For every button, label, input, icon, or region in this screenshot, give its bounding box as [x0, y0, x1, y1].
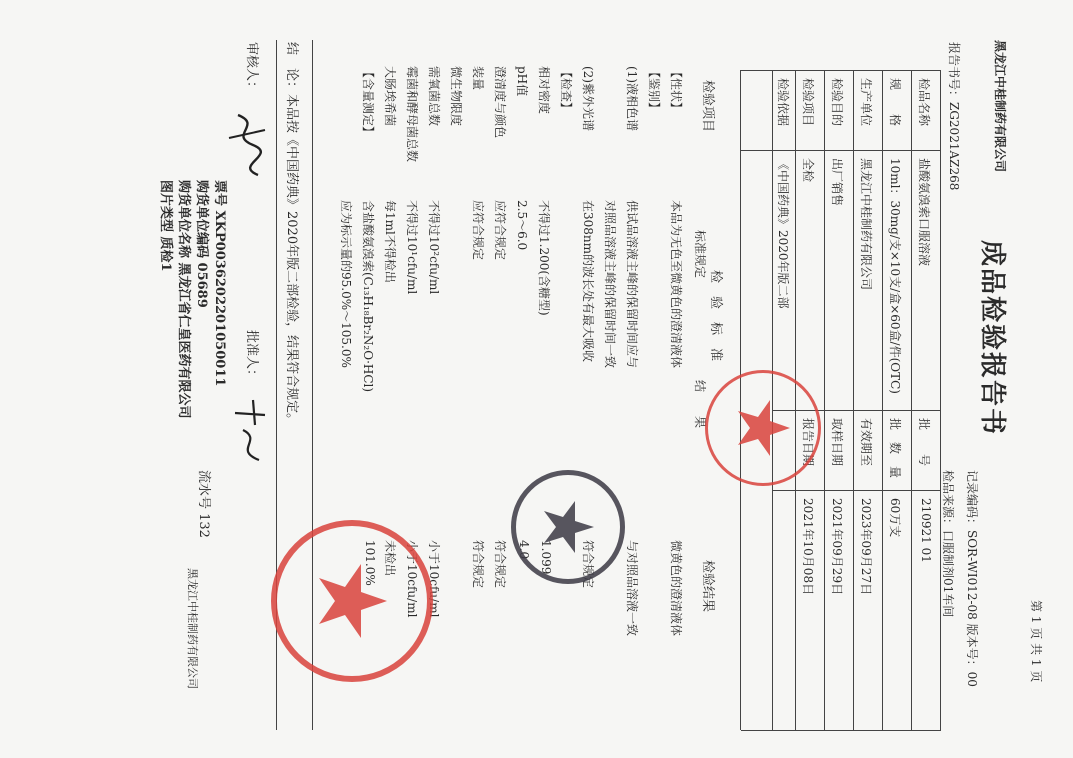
table-row-line: [882, 70, 883, 730]
result-item: 澄清度与颜色: [493, 66, 507, 139]
info-label: 报告日期: [801, 418, 815, 467]
result-standard: 不得过10²cfu/ml: [427, 200, 441, 295]
info-value: 黑龙江中桂制药有限公司: [859, 158, 873, 291]
company-logo-text: 黑龙江中桂制药有限公司: [993, 40, 1007, 173]
conclusion-text: 结 论：本品按《中国药典》2020年版二部检验，结果符合规定。: [284, 42, 299, 427]
results-col-standard: 检 验 标 准: [708, 270, 723, 362]
result-standard: 2.5～6.0: [515, 200, 529, 251]
invoice-number: 票号 XKP0036202201050011: [212, 180, 227, 387]
table-row-line: [911, 70, 912, 730]
result-value: 未检出: [383, 540, 397, 577]
info-value: 2021年10月08日: [801, 498, 815, 596]
result-item: 装量: [471, 66, 485, 91]
info-value: 全检: [801, 158, 815, 183]
result-standard: 不得过1.200(含糖型): [537, 200, 551, 316]
record-code: 记录编码：SOR-WI012-08 版本号：00: [965, 470, 979, 687]
buyer-name: 购货单位名称 黑龙江省仁皇医药有限公司: [176, 180, 191, 419]
quality-management-stamp: [271, 520, 433, 682]
info-label: 检品名称: [917, 78, 931, 127]
result-standard: 应为标示量的95.0%～105.0%: [339, 200, 353, 368]
info-label: 检验目的: [830, 78, 844, 127]
info-value: 10ml：30mg/支×10支/盒×60盒/件(OTC): [888, 158, 902, 394]
approver-label: 批准人：: [244, 330, 259, 383]
info-label: 批 号: [917, 418, 931, 467]
result-standard: 不得过10¹cfu/ml: [405, 200, 419, 295]
result-item: 相对密度: [537, 66, 551, 115]
info-label: 检验依据: [776, 78, 790, 127]
picture-type: 图片类型 质检1: [158, 180, 173, 272]
result-item: 【性状】: [669, 66, 683, 115]
results-col-standard-sub: 标准规定: [693, 230, 707, 279]
approver-signature: [227, 395, 273, 465]
result-standard: 每1ml不得检出: [383, 200, 397, 283]
info-value: 盐酸氨溴索口服溶液: [917, 158, 931, 267]
qa-inspection-stamp: [705, 370, 821, 486]
info-label: 有效期至: [859, 418, 873, 467]
info-value: 60万支: [888, 498, 902, 538]
result-value: 小于10cfu/ml: [405, 540, 419, 618]
reviewer-signature: [223, 110, 273, 180]
info-value: 2023年09月27日: [859, 498, 873, 596]
result-standard: 应符合规定: [493, 200, 507, 261]
result-value: 4.0: [517, 540, 531, 560]
info-label: 取样日期: [830, 418, 844, 467]
result-item: 霉菌和酵母菌总数: [405, 66, 419, 163]
result-standard: 在308nm的波长处有最大吸收: [581, 200, 595, 363]
result-item: 需氧菌总数: [427, 66, 441, 127]
report-title: 成品检验报告书: [977, 240, 1007, 437]
result-value: 微黄色的澄清液体: [669, 540, 683, 637]
table-border-top: [940, 70, 941, 730]
result-value: 与对照品溶液一致: [625, 540, 639, 637]
result-item: 大肠埃希菌: [383, 66, 397, 127]
result-standard: 本品为无色至微黄色的澄清液体: [669, 200, 683, 369]
footer-company: 黑龙江中桂制药有限公司: [186, 568, 199, 689]
result-standard: 含盐酸氨溴索(C₁₃H₁₈Br₂N₂O·HCl): [361, 200, 375, 393]
info-value: 《中国药典》2020年版二部: [776, 158, 790, 309]
result-value: 符合规定: [471, 540, 485, 589]
info-label: 规 格: [888, 78, 902, 127]
sample-source: 检品来源：口服制剂01车间: [941, 470, 955, 618]
results-col-result: 检验结果: [700, 560, 715, 613]
result-item: 【含量测定】: [361, 66, 375, 139]
result-item: 微生物限度: [449, 66, 463, 127]
info-value: 2021年09月29日: [830, 498, 844, 596]
table-divider: [773, 490, 941, 491]
result-value: 1.099: [539, 540, 553, 575]
result-standard: 应符合规定: [471, 200, 485, 261]
result-item: (2)紫外光谱: [581, 66, 595, 131]
buyer-code: 购货单位编码 05689: [194, 180, 209, 308]
table-border-right: [741, 730, 941, 731]
results-col-result-sub: 结 果: [693, 380, 707, 429]
result-value: 符合规定: [493, 540, 507, 589]
report-number: 报告书号：ZG2021AZ268: [947, 42, 961, 191]
pharma-inspection-stamp: [511, 470, 625, 584]
result-item: 【鉴别】: [647, 66, 661, 115]
info-value: 210921 01: [919, 498, 933, 563]
info-label: 检验项目: [801, 78, 815, 127]
result-value: 符合规定: [581, 540, 595, 589]
results-col-item: 检验项目: [700, 80, 715, 133]
info-value: 出厂销售: [830, 158, 844, 207]
table-row-line: [824, 70, 825, 730]
reviewer-label: 审核人：: [244, 42, 259, 95]
result-standard: 对照品溶液主峰的保留时间一致: [603, 200, 617, 369]
result-standard: 供试品溶液主峰的保留时间应与: [625, 200, 639, 369]
result-value: 小于10cfu/ml: [427, 540, 441, 618]
result-item: pH值: [515, 66, 529, 97]
serial-number: 流水号 132: [196, 470, 211, 538]
info-label: 生产单位: [859, 78, 873, 127]
result-item: 【检查】: [559, 66, 573, 115]
table-row-line: [853, 70, 854, 730]
result-item: (1)液相色谱: [625, 66, 639, 131]
page-info: 第 1 页 共 1 页: [1029, 600, 1043, 683]
info-label: 批 数 量: [888, 418, 902, 479]
result-value: 101.0%: [363, 540, 377, 586]
